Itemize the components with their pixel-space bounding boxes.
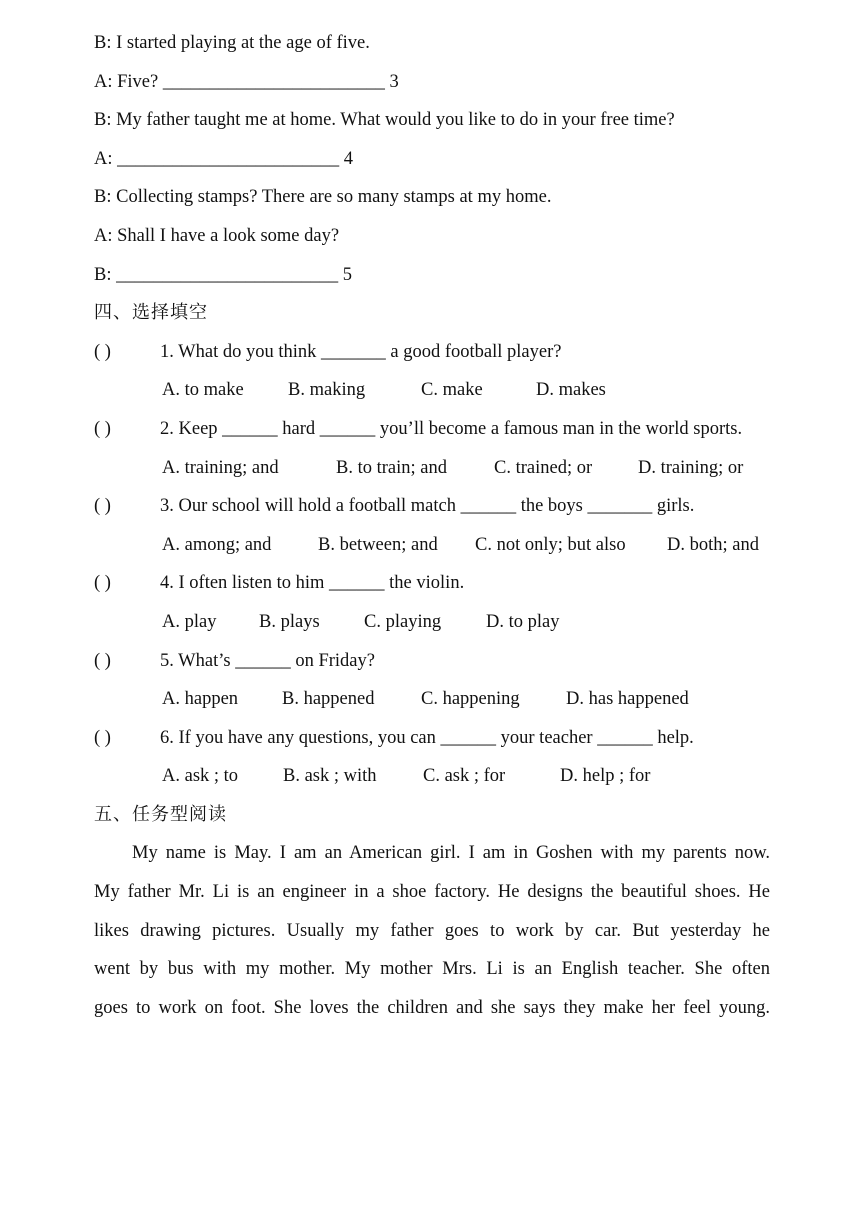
option-c: C. trained; or: [494, 457, 593, 478]
option-a: A. ask ; to: [162, 766, 239, 787]
option-c: C. playing: [364, 611, 442, 632]
option-b: B. between; and: [318, 534, 438, 555]
option-b: B. ask ; with: [283, 766, 377, 787]
option-c: C. make: [421, 380, 483, 401]
option-b: B. happened: [282, 689, 375, 710]
option-d: D. training; or: [638, 457, 744, 478]
reading-passage: [94, 834, 770, 1027]
answer-blank[interactable]: ( ): [94, 650, 111, 671]
passage-line: likes drawing pictures. Usually my father goes to work by car. But yesterday he: [94, 920, 770, 941]
options-row-3: [94, 526, 770, 565]
option-a: A. play: [162, 611, 217, 632]
options-row-4: [94, 603, 770, 642]
dialogue-line: A: ________________________ 4: [94, 148, 353, 169]
answer-blank[interactable]: ( ): [94, 418, 111, 439]
dialogue-line: B: Collecting stamps? There are so many stamps at my home.: [94, 187, 552, 208]
passage-line: My name is May. I am an American girl. I am in Goshen with my parents now.: [132, 843, 770, 864]
question-5: [94, 642, 770, 681]
question-text: 3. Our school will hold a football match ______ the boys _______ girls.: [160, 496, 695, 517]
answer-blank[interactable]: ( ): [94, 727, 111, 748]
option-c: C. ask ; for: [423, 766, 506, 787]
answer-blank[interactable]: ( ): [94, 496, 111, 517]
question-text: 6. If you have any questions, you can ______ your teacher ______ help.: [160, 727, 694, 748]
option-b: B. making: [288, 380, 366, 401]
dialogue-line: A: Five? ________________________ 3: [94, 71, 399, 92]
option-a: A. happen: [162, 689, 239, 710]
option-d: D. has happened: [566, 689, 689, 710]
question-6: [94, 719, 770, 758]
dialogue: [94, 24, 770, 294]
passage-line: went by bus with my mother. My mother Mrs. Li is an English teacher. She often: [94, 959, 770, 980]
passage-line: goes to work on foot. She loves the children and she says they make her feel young.: [94, 997, 770, 1018]
dialogue-line: B: I started playing at the age of five.: [94, 33, 370, 53]
dialogue-line: B: ________________________ 5: [94, 264, 352, 285]
answer-blank[interactable]: ( ): [94, 341, 111, 362]
question-2: [94, 410, 770, 449]
option-c: C. happening: [421, 689, 520, 710]
question-text: 4. I often listen to him ______ the violin.: [160, 573, 465, 594]
question-1: [94, 333, 770, 372]
dialogue-line: A: Shall I have a look some day?: [94, 225, 340, 246]
option-b: B. plays: [259, 611, 320, 632]
question-text: 1. What do you think _______ a good football player?: [160, 341, 562, 362]
option-b: B. to train; and: [336, 457, 447, 478]
section-5-heading: 五、任务型阅读: [94, 803, 227, 825]
options-row-1: [94, 371, 770, 410]
option-d: D. both; and: [667, 534, 759, 555]
worksheet-page: [94, 24, 770, 1027]
options-row-5: [94, 680, 770, 719]
question-3: [94, 487, 770, 526]
option-a: A. among; and: [162, 534, 272, 555]
dialogue-line: B: My father taught me at home. What would you like to do in your free time?: [94, 110, 675, 131]
option-a: A. to make: [162, 380, 244, 401]
options-row-6: [94, 757, 770, 796]
question-text: 2. Keep ______ hard ______ you’ll become a famous man in the world sports.: [160, 418, 743, 439]
option-a: A. training; and: [162, 457, 279, 478]
section-4-heading: 四、选择填空: [94, 302, 208, 324]
option-c: C. not only; but also: [475, 534, 626, 555]
option-d: D. to play: [486, 611, 560, 632]
question-text: 5. What’s ______ on Friday?: [160, 650, 375, 671]
options-row-2: [94, 449, 770, 488]
answer-blank[interactable]: ( ): [94, 573, 111, 594]
option-d: D. makes: [536, 380, 606, 401]
option-d: D. help ; for: [560, 766, 651, 787]
question-4: [94, 564, 770, 603]
passage-line: My father Mr. Li is an engineer in a shoe factory. He designs the beautiful shoes. He: [94, 882, 770, 903]
